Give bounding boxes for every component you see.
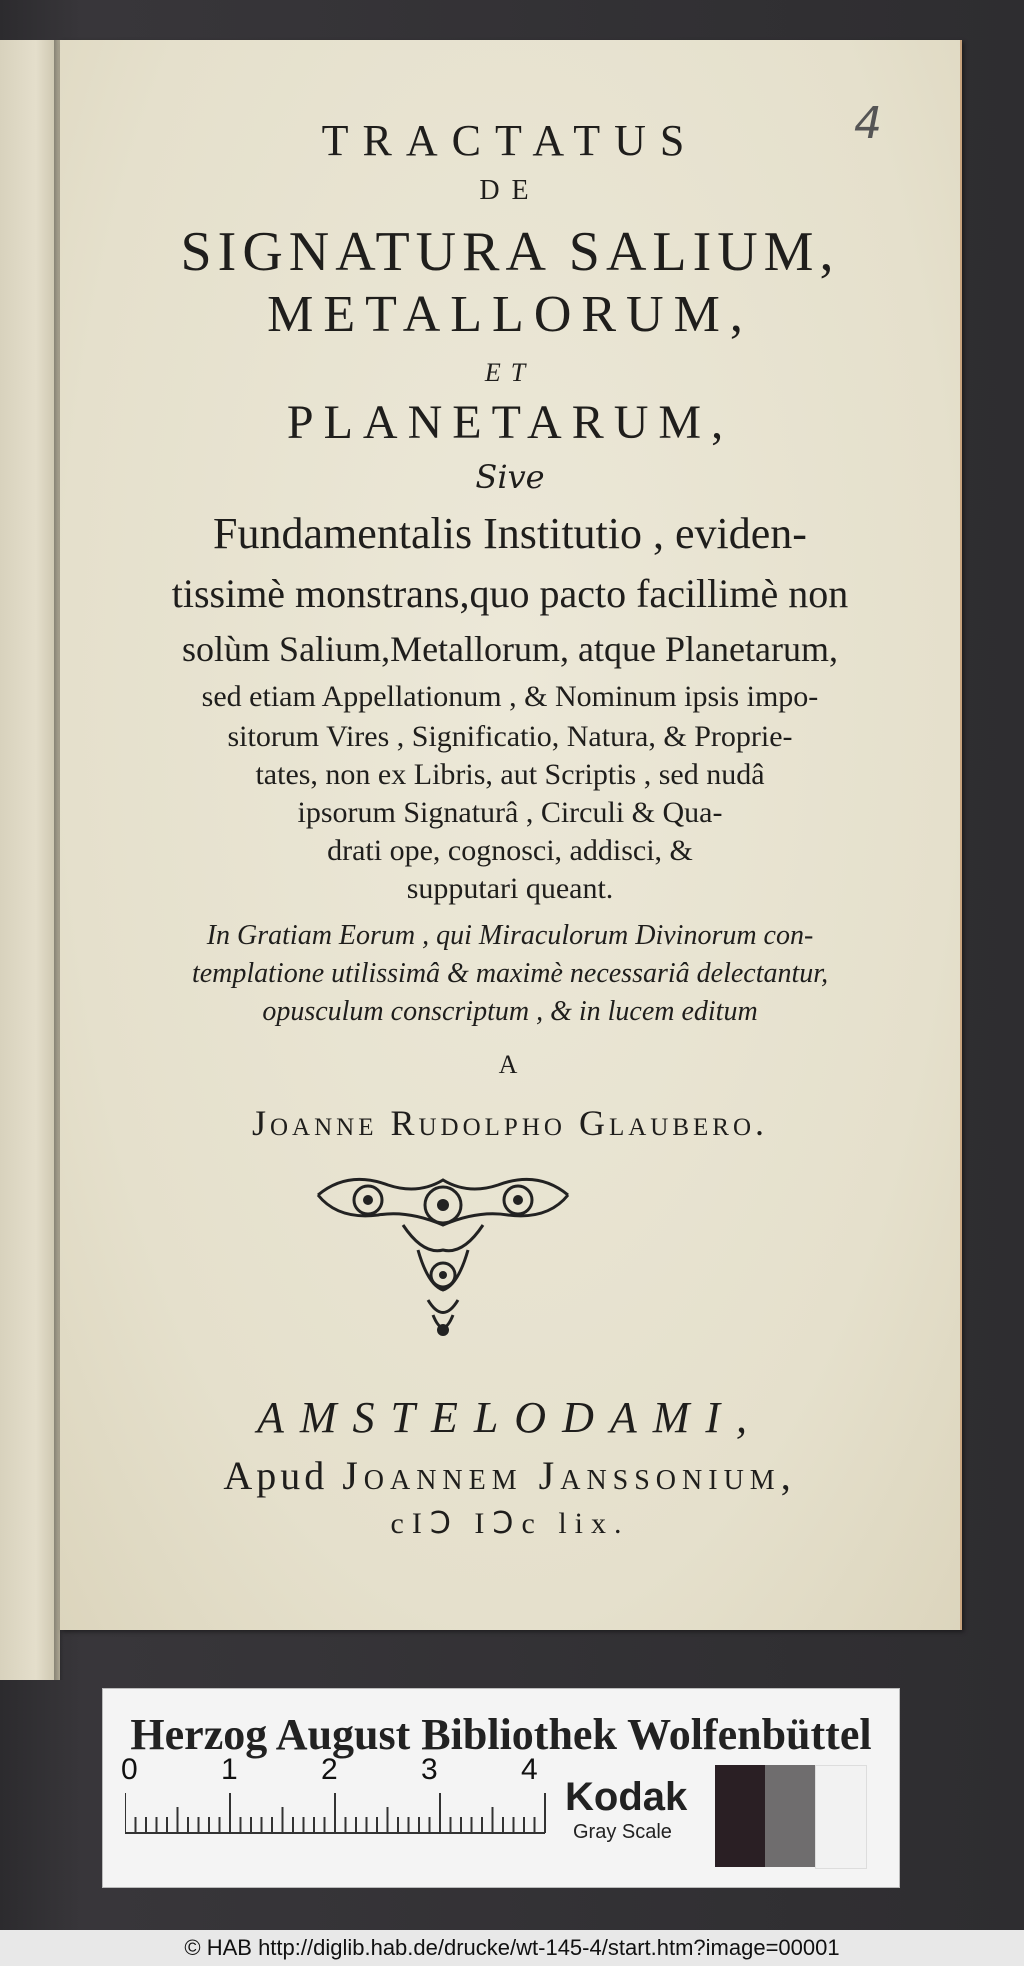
library-scale-card [102,1688,900,1888]
body-line-2: tissimè monstrans,quo pacto facillimè non [171,571,849,616]
author-preposition: A [498,1050,522,1079]
dedication-line-1: In Gratiam Eorum , qui Miraculorum Divinorum con- [206,920,814,951]
gray-swatch-mid [765,1765,815,1867]
library-name: Herzog August Bibliothek Wolfenbüttel [130,1710,872,1759]
body-line-8: drati ope, cognosci, addisci, & [327,834,693,867]
previous-page-edge [0,40,60,1680]
kodak-logo: Kodak [565,1775,688,1819]
ruler-number-2: 2 [321,1753,338,1786]
title-line-1: TRACTATUS [321,116,699,165]
body-line-7: ipsorum Signaturâ , Circuli & Qua- [297,796,723,829]
title-line-2: DE [479,175,541,206]
body-line-5: sitorum Vires , Significatio, Natura, & Proprie- [227,720,793,753]
title-line-6: PLANETARUM, [286,396,734,449]
body-line-9: supputari queant. [406,872,614,905]
ruler-number-1: 1 [221,1753,238,1786]
title-page [60,40,962,1630]
body-line-3: solùm Salium,Metallorum, atque Planetarum, [182,629,838,669]
printers-ornament [308,1165,578,1345]
gray-swatch-dark [715,1765,765,1867]
dedication-line-2: templatione utilissimâ & maximè necessariâ delectantur, [191,958,829,989]
folio-number: 4 [854,98,882,149]
gray-scale-label: Gray Scale [573,1821,672,1843]
ruler-number-4: 4 [521,1753,538,1786]
body-line-6: tates, non ex Libris, aut Scriptis , sed nudâ [255,758,765,791]
imprint-printer-line [60,1452,960,1499]
ruler-number-3: 3 [421,1753,438,1786]
dedication-line-3: opusculum conscriptum , & in lucem editum [262,996,758,1027]
gray-swatch-light [815,1765,867,1869]
imprint-city: AMSTELODAMI, [256,1393,764,1442]
title-line-4: METALLORUM, [267,286,753,343]
title-line-5: ET [484,358,536,387]
ruler-number-0: 0 [121,1753,138,1786]
imprint-apud: Apud [223,1453,329,1498]
imprint-printer: Joannem Janssonium, [342,1453,797,1498]
body-line-1: Fundamentalis Institutio , eviden- [213,509,807,558]
title-line-7: Sive [475,458,545,496]
title-line-3: SIGNATURA SALIUM, [180,221,840,283]
body-line-4: sed etiam Appellationum , & Nominum ipsis impo- [201,680,819,713]
author-name: Joanne Rudolpho Glaubero. [251,1103,768,1143]
imprint-year: cIↃ IↃc lix. [390,1507,630,1540]
footer-link[interactable]: © HAB http://diglib.hab.de/drucke/wt-145-4/start.htm?image=00001 [0,1930,1024,1966]
